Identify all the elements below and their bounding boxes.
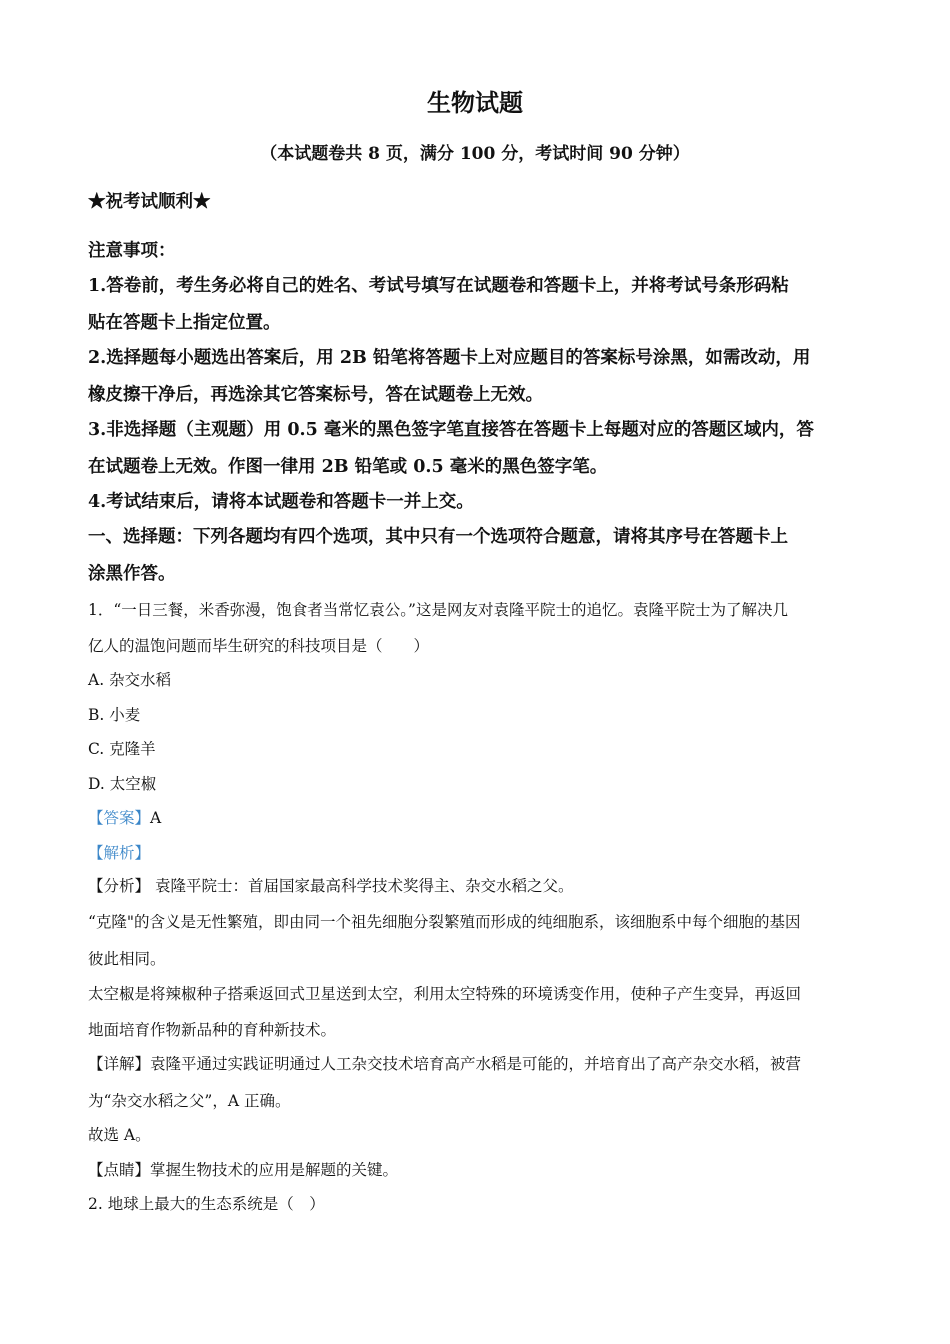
- notice-line: 橡皮擦干净后，再选涂其它答案标号，答在试题卷上无效。: [88, 385, 543, 405]
- wish-line: ★祝考试顺利★: [88, 192, 211, 212]
- clone-explanation-cont: 彼此相同。: [88, 950, 166, 968]
- detail-explanation-cont: 为“杂交水稻之父”，A 正确。: [88, 1092, 291, 1110]
- option-b: B. 小麦: [88, 706, 141, 724]
- fenxi-text: 袁隆平院士：首届国家最高科学技术奖得主、杂交水稻之父。: [154, 877, 574, 895]
- clone-explanation: “克隆"的含义是无性繁殖，即由同一个祖先细胞分裂繁殖而形成的纯细胞系，该细胞系中每个细胞的基因: [88, 913, 801, 931]
- notice-line: 在试题卷上无效。作图一律用 2B 铅笔或 0.5 毫米的黑色签字笔。: [88, 457, 608, 477]
- option-c: C. 克隆羊: [88, 740, 156, 758]
- notice-line: 4.考试结束后，请将本试题卷和答题卡一并上交。: [88, 492, 474, 512]
- section-heading-cont: 涂黑作答。: [88, 564, 176, 584]
- option-d: D. 太空椒: [88, 775, 157, 793]
- notice-line: 3.非选择题（主观题）用 0.5 毫米的黑色签字笔直接答在答题卡上每题对应的答题区域内，答: [88, 420, 814, 440]
- notice-line: 2.选择题每小题选出答案后，用 2B 铅笔将答题卡上对应题目的答案标号涂黑，如需改动，用: [88, 348, 811, 368]
- analysis-fenxi: [88, 872, 878, 900]
- space-pepper-explanation: 太空椒是将辣椒种子搭乘返回式卫星送到太空，利用太空特殊的环境诱变作用，使种子产生变异，再返回: [88, 985, 802, 1003]
- question-1-stem-cont: 亿人的温饱问题而毕生研究的科技项目是（ ）: [88, 637, 430, 655]
- notice-heading: 注意事项：: [88, 241, 176, 261]
- space-pepper-explanation-cont: 地面培育作物新品种的育种新技术。: [88, 1021, 337, 1039]
- xiangjie-label: 【详解】: [88, 1055, 151, 1073]
- notice-line: 1.答卷前，考生务必将自己的姓名、考试号填写在试题卷和答题卡上，并将考试号条形码粘: [88, 276, 789, 296]
- analysis-label: 【解析】: [88, 844, 151, 862]
- exam-subtitle: （本试题卷共 8 页，满分 100 分，考试时间 90 分钟）: [260, 144, 690, 164]
- section-heading: 一、选择题：下列各题均有四个选项，其中只有一个选项符合题意，请将其序号在答题卡上: [88, 527, 788, 547]
- dianjing-label: 【点睛】: [88, 1161, 151, 1179]
- option-a: A. 杂交水稻: [88, 671, 172, 689]
- question-1-stem: 1．“一日三餐，米香弥漫，饱食者当常忆袁公。”这是网友对袁隆平院士的追忆。袁隆平院士为了解决几: [88, 601, 788, 619]
- dianjing-text: 掌握生物技术的应用是解题的关键。: [150, 1161, 399, 1179]
- answer-value: A: [150, 809, 162, 827]
- dianjing-line: [88, 1156, 878, 1184]
- question-2-stem: 2. 地球上最大的生态系统是（ ）: [88, 1195, 325, 1213]
- answer-line: [88, 804, 878, 832]
- exam-title: 生物试题: [427, 88, 523, 117]
- choose-line: 故选 A。: [88, 1126, 151, 1144]
- xiangjie-text: 袁隆平通过实践证明通过人工杂交技术培育高产水稻是可能的，并培育出了高产杂交水稻，被营: [150, 1055, 802, 1073]
- answer-label: 【答案】: [88, 809, 151, 827]
- fenxi-label: 【分析】: [88, 877, 151, 895]
- notice-line: 贴在答题卡上指定位置。: [88, 313, 281, 333]
- detail-explanation: [88, 1050, 878, 1078]
